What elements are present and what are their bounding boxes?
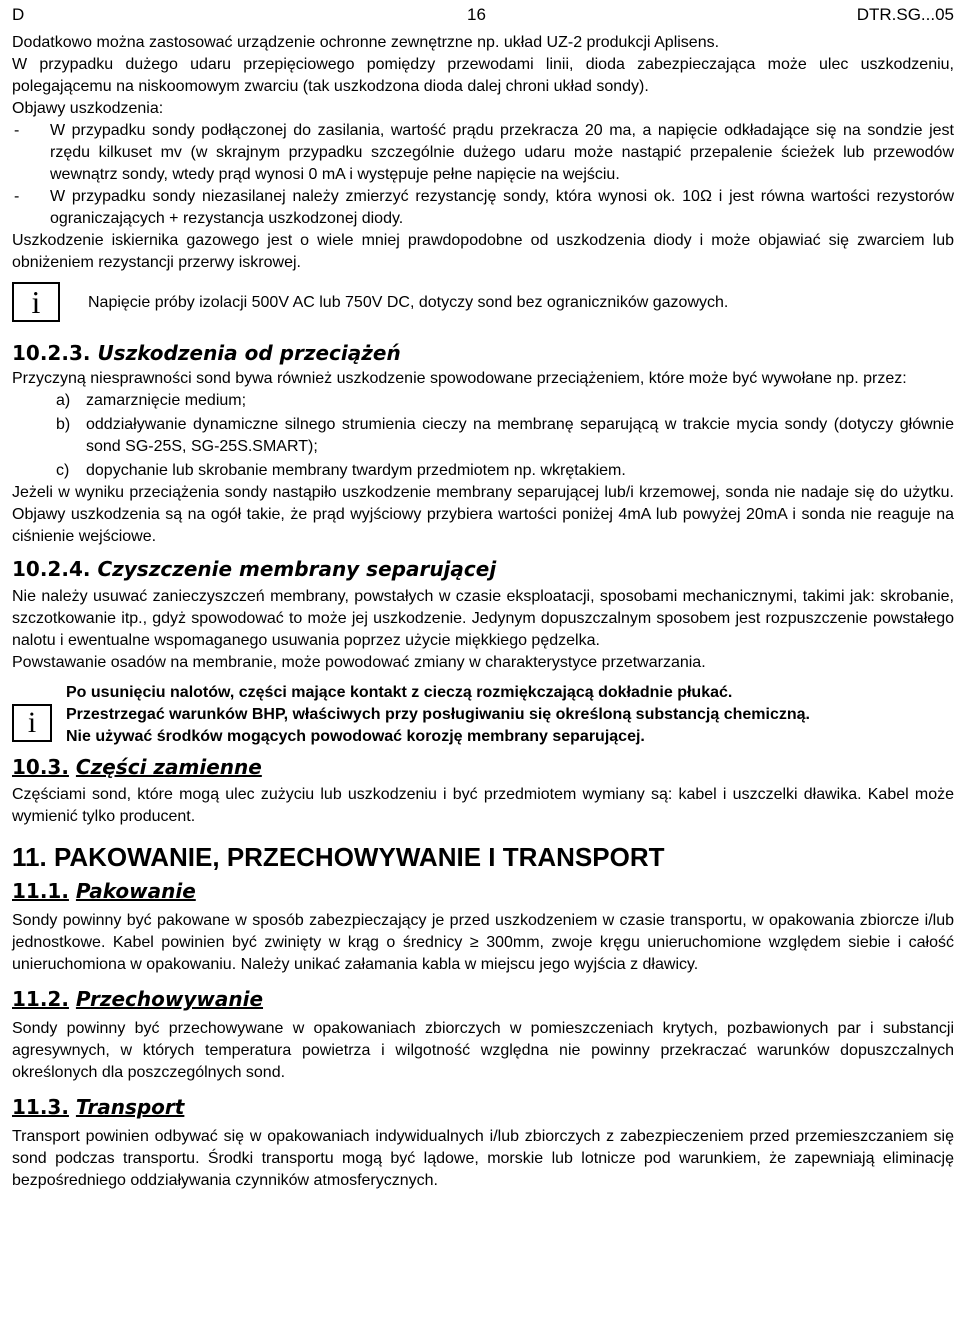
list-mark: c): [56, 462, 70, 479]
chapter-title: PAKOWANIE, PRZECHOWYWANIE I TRANSPORT: [53, 842, 665, 872]
overload-causes-list: [12, 390, 954, 482]
section-number: 10.3.: [12, 755, 69, 779]
section-heading: [12, 556, 954, 582]
section-paragraph: Nie należy usuwać zanieczyszczeń membrany, powstałych w czasie eksploatacji, sposobami mechanicznymi, takimi jak: skrobanie, szczotkowanie itp., gdyż spowodować to może jej uszkodzenie. Jedynym dopuszczalnym sposobem jest rozpuszczenie powstałego nalotu i ewentualne wspomaganego usuwania poprzez użycie miękkiego pędzelka.: [12, 588, 954, 649]
document-code: DTR.SG...05: [856, 5, 954, 24]
list-item: [12, 120, 954, 186]
bullet-text: W przypadku sondy podłączonej do zasilania, wartość prądu przekracza 20 ma, a napięcie odkładające się na sondzie jest rzędu kilkuset mv (w skrajnym przypadku szczególnie dużego udaru może nastąpić przepalenie ścieżek lub przewodów wewnątrz sondy, wtedy prąd wynosi 0 mA i występuje pełne napięcie na wejściu.: [50, 122, 954, 183]
chapter-number: 11.: [12, 842, 47, 872]
intro-paragraph-2: W przypadku dużego udaru przepięciowego pomiędzy przewodami linii, dioda zabezpieczająca może ulec uszkodzeniu, polegającemu na niskoomowym zwarciu (tak uszkodzona dioda dalej chroni układ sondy).: [12, 56, 954, 95]
section-number: 11.1.: [12, 879, 69, 903]
chapter-heading: [12, 840, 954, 874]
section-number: 10.2.3.: [12, 341, 91, 365]
intro-paragraph-4: Uszkodzenie iskiernika gazowego jest o wiele mniej prawdopodobne od uszkodzenia diody i może objawiać się zwarciem lub obniżeniem rezystancji przerwy iskrowej.: [12, 232, 954, 271]
section-title: Transport: [75, 1095, 185, 1119]
list-text: dopychanie lub skrobanie membrany twardym przedmiotem np. wkrętakiem.: [86, 462, 626, 479]
section-paragraph: Sondy powinny być przechowywane w opakowaniach zbiorczych w pomieszczeniach krytych, pozbawionych par i substancji agresywnych, w których temperatura powietrza i wilgotność względna nie powinny przekraczać warunków dopuszczalnych określonych dla poszczególnych sond.: [12, 1020, 954, 1081]
section-number: 11.3.: [12, 1095, 69, 1119]
section-10-3: [12, 754, 954, 828]
section-paragraph: Przyczyną niesprawności sond bywa również uszkodzenie spowodowane przeciążeniem, które może być wywołane np. przez:: [12, 370, 907, 387]
bullet-mark: -: [14, 122, 20, 139]
list-item: [12, 390, 954, 412]
note-line: Przestrzegać warunków BHP, właściwych przy posługiwaniu się określoną substancją chemiczną.: [66, 706, 810, 723]
list-mark: b): [56, 416, 71, 433]
intro-paragraph-1: Dodatkowo można zastosować urządzenie ochronne zewnętrzne np. układ UZ-2 produkcji Aplisens.: [12, 34, 720, 51]
section-10-2-4: [12, 556, 954, 674]
info-note-2: [12, 682, 954, 748]
list-item: [12, 460, 954, 482]
list-item: [12, 186, 954, 230]
section-paragraph: Częściami sond, które mogą ulec zużyciu lub uszkodzeniu i być przedmiotem wymiany są: kabel i uszczelki dławika. Kabel może wymienić tylko producent.: [12, 786, 954, 825]
bullet-text: W przypadku sondy niezasilanej należy zmierzyć rezystancję sondy, która wynosi ok. 10Ω i jest równa wartości rezystorów ograniczających + rezystancja uszkodzonej diody.: [50, 188, 954, 227]
note-line: Nie używać środków mogących powodować korozję membrany separującej.: [66, 728, 645, 745]
section-heading: [12, 986, 954, 1012]
section-11-1: [12, 878, 954, 976]
section-10-2-3: [12, 340, 954, 548]
section-heading: [12, 878, 954, 904]
section-heading: [12, 1094, 954, 1120]
page-header: [12, 0, 954, 26]
bullet-mark: -: [14, 188, 20, 205]
page-number: 16: [467, 5, 486, 24]
document-page: [12, 0, 954, 1192]
list-mark: a): [56, 392, 71, 409]
section-heading: [12, 754, 954, 780]
list-item: [12, 414, 954, 458]
section-11-2: [12, 986, 954, 1084]
intro-paragraph-3: Objawy uszkodzenia:: [12, 100, 164, 117]
note-text: Napięcie próby izolacji 500V AC lub 750V DC, dotyczy sond bez ograniczników gazowych.: [88, 294, 729, 311]
info-icon: i: [12, 704, 52, 742]
damage-symptoms-list: [12, 120, 954, 230]
section-heading: [12, 340, 954, 366]
section-paragraph: Transport powinien odbywać się w opakowaniach indywidualnych i/lub zbiorczych z zabezpieczeniem przed przemieszczaniem się sond podczas transportu. Środki transportu mogą być lądowe, morskie lub lotnicze pod warunkiem, że zapewniają eliminację bezpośredniego oddziaływania czynników atmosferycznych.: [12, 1128, 954, 1189]
info-icon: i: [12, 282, 60, 322]
note-line: Po usunięciu nalotów, części mające kontakt z cieczą rozmiękczającą dokładnie płukać.: [66, 684, 733, 701]
section-11-3: [12, 1094, 954, 1192]
section-title: Czyszczenie membrany separującej: [97, 557, 497, 581]
list-text: zamarznięcie medium;: [86, 392, 247, 409]
section-paragraph: Jeżeli w wyniku przeciążenia sondy nastąpiło uszkodzenie membrany separującej lub/i krzemowej, sonda nie nadaje się do użytku. Objawy uszkodzenia są na ogół takie, że prąd wyjściowy przybiera wartości poniżej 4mA lub powyżej 20mA i sonda nie reaguje na ciśnienie wejściowe.: [12, 484, 954, 545]
section-title: Pakowanie: [75, 879, 196, 903]
info-note-1: [12, 282, 954, 330]
section-title: Przechowywanie: [75, 987, 264, 1011]
section-number: 10.2.4.: [12, 557, 91, 581]
section-number: 11.2.: [12, 987, 69, 1011]
header-left-letter: D: [12, 5, 25, 24]
section-title: Uszkodzenia od przeciążeń: [97, 341, 401, 365]
intro-section: [12, 32, 954, 274]
list-text: oddziaływanie dynamiczne silnego strumienia cieczy na membranę separującą w trakcie mycia sondy (dotyczy głównie sond SG-25S, SG-25S.SMART);: [86, 416, 954, 455]
section-title: Części zamienne: [75, 755, 262, 779]
section-paragraph: Sondy powinny być pakowane w sposób zabezpieczający je przed uszkodzeniem w czasie transportu, w opakowania zbiorcze i/lub jednostkowe. Kabel powinien być zwinięty w krąg o średnicy ≥ 300mm, zwoje kręgu unieruchomione względem siebie i całość unieruchomiona w opakowaniu. Należy unikać załamania kabla w miejscu jego wyjścia z dławicy.: [12, 912, 954, 973]
section-paragraph: Powstawanie osadów na membranie, może powodować zmiany w charakterystyce przetwarzania.: [12, 654, 706, 671]
